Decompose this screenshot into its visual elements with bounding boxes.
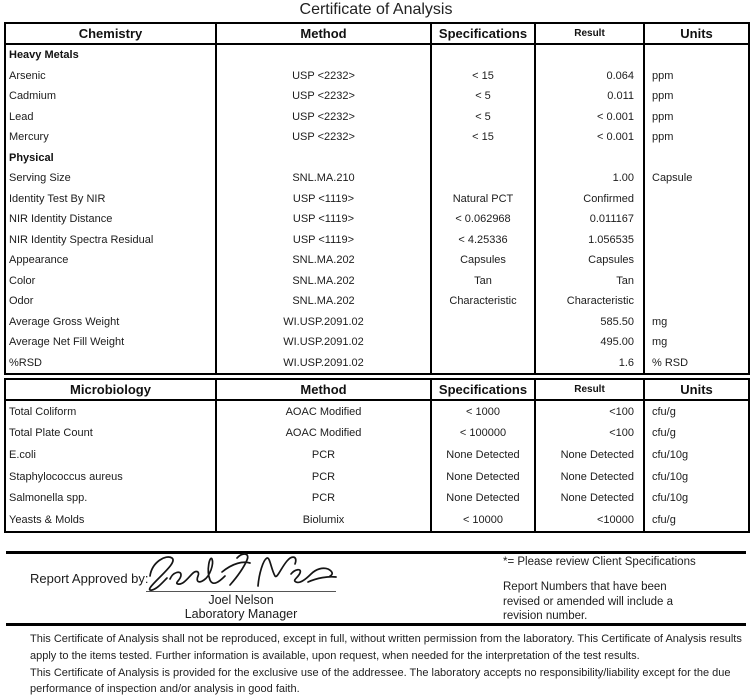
cell-result: <100: [535, 423, 644, 445]
cell-name: Appearance: [5, 250, 216, 271]
cell-result: < 0.001: [535, 107, 644, 128]
cell-method: WI.USP.2091.02: [216, 353, 431, 375]
cell-name: Identity Test By NIR: [5, 189, 216, 210]
cell-method: USP <2232>: [216, 107, 431, 128]
result-row: [5, 423, 749, 445]
cell-spec: None Detected: [431, 444, 535, 466]
cell-method: WI.USP.2091.02: [216, 312, 431, 333]
cell-spec: < 100000: [431, 423, 535, 445]
cell-name: Color: [5, 271, 216, 292]
cell-method: USP <2232>: [216, 86, 431, 107]
cell-spec: Characteristic: [431, 291, 535, 312]
cell-spec: Tan: [431, 271, 535, 292]
cell-result: Characteristic: [535, 291, 644, 312]
cell-name: Average Gross Weight: [5, 312, 216, 333]
cell-units: [644, 271, 749, 292]
cell-name: Heavy Metals: [5, 44, 216, 66]
cell-method: PCR: [216, 466, 431, 488]
cell-spec: [431, 312, 535, 333]
cell-spec: Natural PCT: [431, 189, 535, 210]
cell-method: AOAC Modified: [216, 423, 431, 445]
col-header-method: Method: [216, 379, 431, 400]
cell-units: [644, 291, 749, 312]
report-approved-label: Report Approved by:: [30, 571, 149, 586]
cell-name: Serving Size: [5, 168, 216, 189]
section-header-row: [5, 148, 749, 169]
cell-method: PCR: [216, 444, 431, 466]
cell-name: Mercury: [5, 127, 216, 148]
cell-spec: < 10000: [431, 509, 535, 532]
signature-image: [140, 550, 340, 592]
cell-method: [216, 148, 431, 169]
cell-method: SNL.MA.210: [216, 168, 431, 189]
cell-spec: < 5: [431, 86, 535, 107]
col-header-units: Units: [644, 379, 749, 400]
col-header-method: Method: [216, 23, 431, 44]
cell-units: mg: [644, 332, 749, 353]
col-header-chemistry: Chemistry: [5, 23, 216, 44]
signature-line: [146, 591, 336, 592]
separator-line-top: [6, 551, 746, 554]
cell-units: [644, 44, 749, 66]
col-header-specifications: Specifications: [431, 23, 535, 44]
cell-result: 1.6: [535, 353, 644, 375]
cell-name: NIR Identity Distance: [5, 209, 216, 230]
cell-units: [644, 189, 749, 210]
result-row: [5, 209, 749, 230]
cell-method: AOAC Modified: [216, 400, 431, 423]
client-spec-note: *= Please review Client Specifications: [503, 556, 696, 568]
col-header-microbiology: Microbiology: [5, 379, 216, 400]
result-row: [5, 444, 749, 466]
cell-name: Physical: [5, 148, 216, 169]
result-row: [5, 487, 749, 509]
cell-units: [644, 230, 749, 251]
col-header-result: Result: [535, 379, 644, 400]
cell-units: cfu/g: [644, 400, 749, 423]
cell-method: USP <1119>: [216, 209, 431, 230]
result-row: [5, 107, 749, 128]
cell-spec: None Detected: [431, 487, 535, 509]
cell-result: Capsules: [535, 250, 644, 271]
chemistry-table: [4, 22, 750, 375]
microbiology-header-row: [5, 379, 749, 400]
cell-result: 495.00: [535, 332, 644, 353]
disclaimer-block: [30, 631, 747, 698]
result-row: [5, 127, 749, 148]
cell-spec: None Detected: [431, 466, 535, 488]
cell-method: USP <2232>: [216, 66, 431, 87]
signatory-name: Joel Nelson: [208, 593, 274, 607]
result-row: [5, 66, 749, 87]
cell-name: E.coli: [5, 444, 216, 466]
result-row: [5, 466, 749, 488]
cell-method: Biolumix: [216, 509, 431, 532]
cell-spec: < 5: [431, 107, 535, 128]
cell-units: ppm: [644, 127, 749, 148]
cell-name: Arsenic: [5, 66, 216, 87]
cell-result: <10000: [535, 509, 644, 532]
cell-method: SNL.MA.202: [216, 271, 431, 292]
signatory-title: Laboratory Manager: [184, 607, 298, 621]
cell-name: Total Coliform: [5, 400, 216, 423]
cell-result: Tan: [535, 271, 644, 292]
cell-units: [644, 209, 749, 230]
revision-note: Report Numbers that have been revised or amended will include a revision number.: [503, 581, 674, 623]
cell-spec: < 4.25336: [431, 230, 535, 251]
cell-result: Confirmed: [535, 189, 644, 210]
result-row: [5, 312, 749, 333]
result-row: [5, 332, 749, 353]
cell-method: SNL.MA.202: [216, 250, 431, 271]
result-row: [5, 509, 749, 532]
result-row: [5, 189, 749, 210]
result-row: [5, 250, 749, 271]
result-row: [5, 400, 749, 423]
cell-units: ppm: [644, 86, 749, 107]
cell-name: Salmonella spp.: [5, 487, 216, 509]
cell-name: Average Net Fill Weight: [5, 332, 216, 353]
disclaimer-paragraph-1: This Certificate of Analysis shall not be reproduced, except in full, without written permission from the laboratory. This Certificate of Analysis results apply to the items tested. Further information is available, upon request, when needed for the interpretation of the test results.: [30, 633, 742, 662]
cell-result: [535, 44, 644, 66]
cell-name: Cadmium: [5, 86, 216, 107]
cell-units: cfu/10g: [644, 487, 749, 509]
cell-spec: < 0.062968: [431, 209, 535, 230]
cell-result: None Detected: [535, 444, 644, 466]
result-row: [5, 271, 749, 292]
cell-result: 0.011167: [535, 209, 644, 230]
cell-units: Capsule: [644, 168, 749, 189]
cell-method: SNL.MA.202: [216, 291, 431, 312]
result-row: [5, 353, 749, 375]
cell-name: Staphylococcus aureus: [5, 466, 216, 488]
cell-result: 0.011: [535, 86, 644, 107]
cell-name: Lead: [5, 107, 216, 128]
cell-name: Yeasts & Molds: [5, 509, 216, 532]
cell-spec: [431, 353, 535, 375]
cell-units: % RSD: [644, 353, 749, 375]
cell-result: 1.00: [535, 168, 644, 189]
cell-name: Odor: [5, 291, 216, 312]
disclaimer-paragraph-2: This Certificate of Analysis is provided for the exclusive use of the addressee. The laboratory accepts no responsibility/liability except for the due performance of inspection and/or analysis in good faith.: [30, 666, 731, 696]
cell-units: mg: [644, 312, 749, 333]
cell-result: <100: [535, 400, 644, 423]
col-header-result: Result: [535, 23, 644, 44]
cell-result: < 0.001: [535, 127, 644, 148]
cell-units: cfu/g: [644, 423, 749, 445]
cell-result: [535, 148, 644, 169]
cell-name: Total Plate Count: [5, 423, 216, 445]
col-header-units: Units: [644, 23, 749, 44]
cell-method: PCR: [216, 487, 431, 509]
result-row: [5, 86, 749, 107]
cell-units: [644, 148, 749, 169]
cell-name: %RSD: [5, 353, 216, 375]
cell-spec: < 15: [431, 127, 535, 148]
cell-result: None Detected: [535, 466, 644, 488]
cell-method: WI.USP.2091.02: [216, 332, 431, 353]
cell-spec: [431, 332, 535, 353]
cell-spec: [431, 168, 535, 189]
microbiology-table: [4, 378, 750, 533]
cell-spec: < 1000: [431, 400, 535, 423]
cell-result: 585.50: [535, 312, 644, 333]
cell-units: [644, 250, 749, 271]
result-row: [5, 168, 749, 189]
cell-spec: < 15: [431, 66, 535, 87]
cell-result: 1.056535: [535, 230, 644, 251]
cell-method: USP <2232>: [216, 127, 431, 148]
section-header-row: [5, 44, 749, 66]
cell-result: 0.064: [535, 66, 644, 87]
cell-units: ppm: [644, 107, 749, 128]
cell-method: USP <1119>: [216, 230, 431, 251]
cell-units: cfu/g: [644, 509, 749, 532]
cell-spec: [431, 148, 535, 169]
result-row: [5, 230, 749, 251]
col-header-specifications: Specifications: [431, 379, 535, 400]
result-row: [5, 291, 749, 312]
cell-units: cfu/10g: [644, 466, 749, 488]
cell-name: NIR Identity Spectra Residual: [5, 230, 216, 251]
cell-result: None Detected: [535, 487, 644, 509]
cell-method: [216, 44, 431, 66]
cell-units: cfu/10g: [644, 444, 749, 466]
cell-units: ppm: [644, 66, 749, 87]
page-title: Certificate of Analysis: [299, 1, 453, 18]
cell-spec: Capsules: [431, 250, 535, 271]
cell-method: USP <1119>: [216, 189, 431, 210]
chemistry-header-row: [5, 23, 749, 44]
cell-spec: [431, 44, 535, 66]
